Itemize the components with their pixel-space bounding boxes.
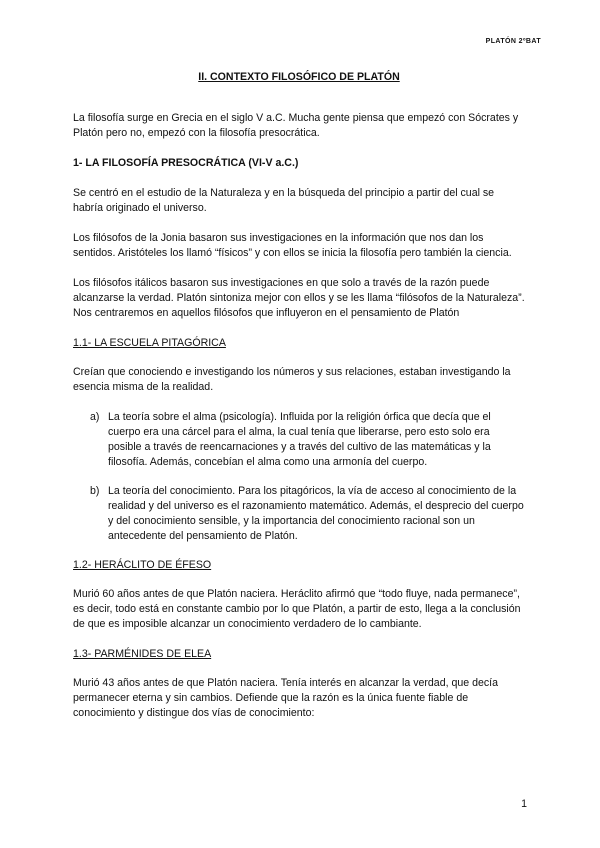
- paragraph-naturaleza: Se centró en el estudio de la Naturaleza y en la búsqueda del principio a partir del cual se habría originado el universo.: [73, 187, 495, 214]
- paragraph-parmenides: Murió 43 años antes de que Platón naciera. Tenía interés en alcanzar la verdad, que decía permanecer eterna y sin cambios. Defiende que la razón es la única fuente fiable de conocimiento y distingue dos vías de conocimiento:: [73, 677, 499, 719]
- list-item-text: La teoría sobre el alma (psicología). Influida por la religión órfica que decía que el cuerpo era una cárcel para el alma, la cual tenía que liberarse, pero esto solo era posible a través de reencarnaciones y a través del cultivo de las matemáticas y la filosofía. Además, concebían el alma como una armonía del cuerpo.: [108, 411, 491, 468]
- pitagorica-list: [73, 410, 525, 544]
- paragraph-italicos: Los filósofos itálicos basaron sus investigaciones en que solo a través de la razón puede alcanzarse la verdad. Platón sintoniza mejor con ellos y se les llama “filósofos de la Naturaleza”. Nos centraremos en aquellos filósofos que influyeron en el pensamiento de Platón: [73, 277, 525, 319]
- list-marker: b): [90, 485, 100, 497]
- subsection-title-heraclito: 1.2- HERÁCLITO DE ÉFESO: [73, 559, 212, 571]
- running-header: PLATÓN 2ºBAT: [485, 38, 541, 45]
- subsection-title-pitagorica: 1.1- LA ESCUELA PITAGÓRICA: [73, 337, 226, 349]
- document-body: [73, 70, 525, 736]
- document-title: II. CONTEXTO FILOSÓFICO DE PLATÓN: [198, 71, 400, 83]
- list-marker: a): [90, 411, 100, 423]
- page-number: 1: [521, 798, 527, 810]
- list-item: [73, 484, 525, 544]
- section-title-presocratica: 1- LA FILOSOFÍA PRESOCRÁTICA (VI-V a.C.): [73, 157, 299, 169]
- list-item: [73, 410, 525, 470]
- paragraph-pitagorica: Creían que conociendo e investigando los números y sus relaciones, estaban investigando la esencia misma de la realidad.: [73, 366, 511, 393]
- paragraph-jonia: Los filósofos de la Jonia basaron sus investigaciones en la información que nos dan los sentidos. Aristóteles los llamó “físicos” y con ellos se inicia la filosofía pero también la ciencia.: [73, 232, 512, 259]
- subsection-title-parmenides: 1.3- PARMÉNIDES DE ELEA: [73, 648, 212, 660]
- intro-paragraph: La filosofía surge en Grecia en el siglo V a.C. Mucha gente piensa que empezó con Sócrates y Platón pero no, empezó con la filosofía presocrática.: [73, 112, 519, 139]
- paragraph-heraclito: Murió 60 años antes de que Platón naciera. Heráclito afirmó que “todo fluye, nada permanece”, es decir, todo está en constante cambio por lo que Platón, a partir de esto, llega a la conclusión de que es imposible alcanzar un conocimiento verdadero de lo cambiante.: [73, 588, 521, 630]
- list-item-text: La teoría del conocimiento. Para los pitagóricos, la vía de acceso al conocimiento de la realidad y del universo es el razonamiento matemático. Además, el desprecio del cuerpo y del conocimiento sensible, y la importancia del conocimiento racional son un antecedente del pensamiento de Platón.: [108, 485, 524, 542]
